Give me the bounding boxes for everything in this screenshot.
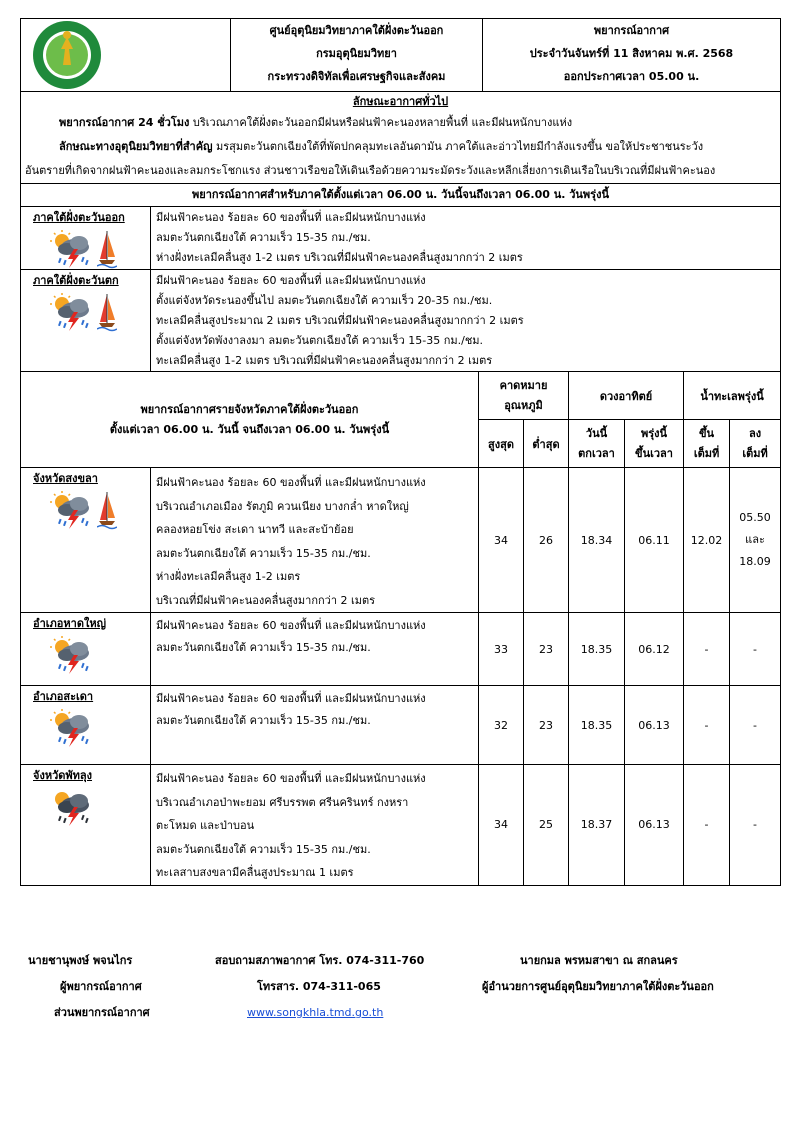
high-tide-time: -	[684, 686, 730, 765]
region-forecast-text	[151, 207, 781, 270]
region-label-cell	[21, 270, 151, 372]
tmd-logo-icon	[25, 19, 109, 91]
region-forecast-text	[151, 270, 781, 372]
regional-forecast-title: พยากรณ์อากาศสำหรับภาคใต้ตั้งแต่เวลา 06.00 น. วันนี้จนถึงเวลา 06.00 น. วันพรุ่งนี้	[21, 184, 781, 207]
low-tide-time: -	[730, 613, 781, 686]
region-line: ทะเลมีคลื่นสูงประมาณ 2 เมตร บริเวณที่มีฝนฟ้าคะนองคลื่นสูงมากกว่า 2 เมตร	[156, 314, 524, 327]
low-tide-time: 05.50 และ 18.09	[730, 468, 781, 613]
min-temp: 26	[524, 468, 569, 613]
logo-cell	[21, 19, 231, 92]
max-temp: 32	[479, 686, 524, 765]
org-ministry: กระทรวงดิจิทัลเพื่อเศรษฐกิจและสังคม	[267, 70, 446, 83]
tide-header: น้ำทะเลพรุ่งนี้	[684, 372, 781, 420]
high-tide-header: ขึ้น เต็มที่	[684, 420, 730, 468]
provincial-title: พยากรณ์อากาศรายจังหวัดภาคใต้ฝั่งตะวันออก	[140, 402, 359, 416]
temp-header: คาดหมาย อุณหภูมิ	[479, 372, 569, 420]
website-link[interactable]: www.songkhla.tmd.go.th	[247, 1006, 384, 1019]
forecaster-role: ผู้พยากรณ์อากาศ	[60, 980, 142, 993]
province-forecast-text: มีฝนฟ้าคะนอง ร้อยละ 60 ของพื้นที่ และมีฝนหนักบางแห่ง บริเวณอำเภอเมือง รัตภูมิ ควนเนียง บางกล่ำ หาดใหญ่ คลองหอยโข่ง สะเดา นาทวี และสะบ้าย้อย ลมตะวันตกเฉียงใต้ ความเร็ว 15-35 กม./ชม. ห่างฝั่งทะเลมีคลื่นสูง 1-2 เมตร บริเวณที่มีฝนฟ้าคะนองคลื่นสูงมากกว่า 2 เมตร	[151, 468, 479, 613]
forecast-document	[20, 18, 780, 886]
forecaster-name: นายชานุพงษ์ พจนไกร	[28, 954, 133, 967]
low-tide-header: ลง เต็มที่	[730, 420, 781, 468]
region-line: ห่างฝั่งทะเลมีคลื่นสูง 1-2 เมตร บริเวณที่มีฝนฟ้าคะนองคลื่นสูงมากกว่า 2 เมตร	[156, 251, 523, 264]
sunrise-time: 06.11	[625, 468, 684, 613]
provincial-title-cell	[21, 372, 479, 468]
sunset-time: 18.34	[569, 468, 625, 613]
table-row	[21, 765, 781, 886]
contact-phone: สอบถามสภาพอากาศ โทร. 074-311-760	[215, 954, 425, 967]
org-department: กรมอุตุนิยมวิทยา	[316, 47, 397, 60]
sunrise-time: 06.13	[625, 686, 684, 765]
director-name: นายกมล พรหมสาขา ณ สกลนคร	[520, 954, 678, 967]
general-warning: อันตรายที่เกิดจากฝนฟ้าคะนองและลมกระโชกแรง ส่วนชาวเรือขอให้เดินเรือด้วยความระมัดระวังและหลีกเลี่ยงการเดินเรือในบริเวณที่มีฝนฟ้าคะนอง	[25, 164, 716, 177]
min-temp: 23	[524, 686, 569, 765]
sailboat-icon	[97, 229, 117, 269]
thunderstorm-icon	[49, 635, 93, 675]
doc-issue-time: ออกประกาศเวลา 05.00 น.	[563, 70, 700, 83]
provincial-period: ตั้งแต่เวลา 06.00 น. วันนี้ จนถึงเวลา 06.00 น. วันพรุ่งนี้	[109, 422, 390, 436]
forecaster-unit: ส่วนพยากรณ์อากาศ	[54, 1006, 150, 1019]
region-label-cell	[21, 207, 151, 270]
region-line: มีฝนฟ้าคะนอง ร้อยละ 60 ของพื้นที่ และมีฝนหนักบางแห่ง	[156, 211, 426, 224]
footer	[20, 948, 780, 1026]
min-temp: 25	[524, 765, 569, 886]
sailboat-icon	[97, 490, 117, 530]
province-forecast-text: มีฝนฟ้าคะนอง ร้อยละ 60 ของพื้นที่ และมีฝนหนักบางแห่ง ลมตะวันตกเฉียงใต้ ความเร็ว 15-35 กม./ชม.	[151, 613, 479, 686]
province-name: จังหวัดสงขลา	[33, 472, 98, 485]
region-line: ตั้งแต่จังหวัดระนองขึ้นไป ลมตะวันตกเฉียงใต้ ความเร็ว 20-35 กม./ชม.	[156, 294, 493, 307]
provincial-table	[20, 371, 781, 886]
max-temp: 34	[479, 765, 524, 886]
province-name: อำเภอสะเดา	[33, 690, 94, 703]
table-row	[21, 613, 781, 686]
contact-fax: โทรสาร. 074-311-065	[257, 980, 381, 993]
province-label-cell	[21, 613, 151, 686]
director-role: ผู้อำนวยการศูนย์อุตุนิยมวิทยาภาคใต้ฝั่งตะวันออก	[482, 980, 714, 993]
table-row	[21, 686, 781, 765]
region-line: ลมตะวันตกเฉียงใต้ ความเร็ว 15-35 กม./ชม.	[156, 231, 371, 244]
general-meteorology: ลักษณะทางอุตุนิยมวิทยาที่สำคัญ มรสุมตะวันตกเฉียงใต้ที่พัดปกคลุมทะเลอันดามัน ภาคใต้และอ่าวไทยมีกำลังแรงขึ้น ขอให้ประชาชนระวัง	[59, 140, 704, 153]
sailboat-icon	[97, 292, 117, 332]
high-tide-time: -	[684, 765, 730, 886]
sunrise-time: 06.12	[625, 613, 684, 686]
region-line: มีฝนฟ้าคะนอง ร้อยละ 60 ของพื้นที่ และมีฝนหนักบางแห่ง	[156, 274, 426, 287]
low-tide-time: -	[730, 686, 781, 765]
sunset-time: 18.35	[569, 613, 625, 686]
thunderstorm-icon	[49, 292, 93, 332]
sun-header: ดวงอาทิตย์	[569, 372, 684, 420]
province-name: จังหวัดพัทลุง	[33, 769, 93, 782]
thunderstorm-icon	[49, 490, 93, 530]
region-name: ภาคใต้ฝั่งตะวันออก	[33, 211, 125, 224]
general-weather-cell	[21, 92, 781, 184]
region-line: ทะเลมีคลื่นสูง 1-2 เมตร บริเวณที่มีฝนฟ้าคะนองคลื่นสูงมากกว่า 2 เมตร	[156, 354, 493, 367]
thunderstorm-icon	[49, 787, 93, 827]
low-tide-time: -	[730, 765, 781, 886]
max-temp: 34	[479, 468, 524, 613]
general-24h-forecast: พยากรณ์อากาศ 24 ชั่วโมง บริเวณภาคใต้ฝั่งตะวันออกมีฝนหรือฝนฟ้าคะนองหลายพื้นที่ และมีฝนหนักบางแห่ง	[59, 116, 573, 129]
doc-title: พยากรณ์อากาศ	[593, 24, 670, 37]
province-forecast-text: มีฝนฟ้าคะนอง ร้อยละ 60 ของพื้นที่ และมีฝนหนักบางแห่ง ลมตะวันตกเฉียงใต้ ความเร็ว 15-35 กม./ชม.	[151, 686, 479, 765]
region-row	[21, 270, 781, 372]
region-row	[21, 207, 781, 270]
min-temp-header: ต่ำสุด	[524, 420, 569, 468]
general-weather-title: ลักษณะอากาศทั่วไป	[352, 95, 449, 108]
province-label-cell	[21, 686, 151, 765]
org-name: ศูนย์อุตุนิยมวิทยาภาคใต้ฝั่งตะวันออก	[269, 24, 444, 37]
region-name: ภาคใต้ฝั่งตะวันตก	[33, 274, 119, 287]
sunrise-time: 06.13	[625, 765, 684, 886]
thunderstorm-icon	[49, 229, 93, 269]
sunset-time: 18.35	[569, 686, 625, 765]
organization-cell	[231, 19, 483, 92]
sunset-time: 18.37	[569, 765, 625, 886]
forecast-info-cell	[483, 19, 781, 92]
sunset-header: วันนี้ ตกเวลา	[569, 420, 625, 468]
high-tide-time: 12.02	[684, 468, 730, 613]
table-row	[21, 468, 781, 613]
province-label-cell	[21, 765, 151, 886]
province-label-cell	[21, 468, 151, 613]
sunrise-header: พรุ่งนี้ ขึ้นเวลา	[625, 420, 684, 468]
province-forecast-text: มีฝนฟ้าคะนอง ร้อยละ 60 ของพื้นที่ และมีฝนหนักบางแห่ง บริเวณอำเภอป่าพะยอม ศรีบรรพต ศรีนครินทร์ กงหรา ตะโหมด และป่าบอน ลมตะวันตกเฉียงใต้ ความเร็ว 15-35 กม./ชม. ทะเลสาบสงขลามีคลื่นสูงประมาณ 1 เมตร	[151, 765, 479, 886]
high-tide-time: -	[684, 613, 730, 686]
region-line: ตั้งแต่จังหวัดพังงาลงมา ลมตะวันตกเฉียงใต้ ความเร็ว 15-35 กม./ชม.	[156, 334, 484, 347]
thunderstorm-icon	[49, 708, 93, 748]
max-temp-header: สูงสุด	[479, 420, 524, 468]
doc-date: ประจำวันจันทร์ที่ 11 สิงหาคม พ.ศ. 2568	[529, 47, 734, 60]
max-temp: 33	[479, 613, 524, 686]
province-name: อำเภอหาดใหญ่	[33, 617, 106, 630]
header-table	[20, 18, 781, 207]
min-temp: 23	[524, 613, 569, 686]
regional-table	[20, 206, 781, 372]
